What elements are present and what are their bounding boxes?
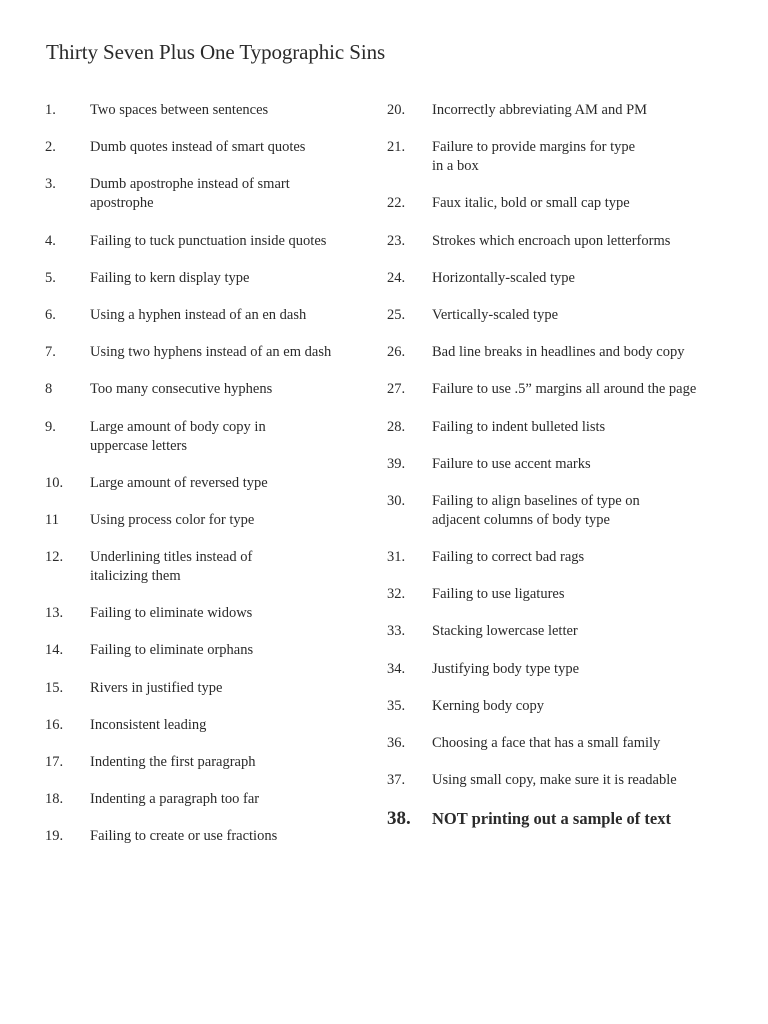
item-number: 39. (387, 455, 406, 472)
item-text-line: Stacking lowercase letter (432, 623, 578, 640)
item-text (90, 511, 365, 530)
list-item (45, 232, 365, 251)
item-text-line: Kerning body copy (432, 697, 544, 714)
list-item (387, 232, 727, 251)
page-title: Thirty Seven Plus One Typographic Sins (46, 40, 386, 64)
item-text (90, 679, 365, 698)
item-text-line: Horizontally-scaled type (432, 269, 575, 286)
item-text (432, 585, 727, 604)
item-text-line: uppercase letters (90, 437, 188, 454)
item-text-line: Failure to provide margins for type (432, 139, 636, 156)
item-text-line: Failure to use accent marks (432, 455, 591, 472)
list-item (387, 380, 727, 399)
item-text (432, 380, 727, 399)
final-list-item (387, 808, 727, 830)
list-item (387, 548, 727, 567)
item-number: 3. (45, 176, 56, 193)
list-item (45, 474, 365, 493)
list-item (387, 585, 727, 604)
item-text-line: Failing to use ligatures (432, 586, 565, 603)
item-number: 27. (387, 381, 406, 398)
item-text (432, 101, 727, 120)
item-text-line: apostrophe (90, 195, 154, 212)
list-item (387, 734, 727, 753)
list-item (45, 548, 365, 586)
item-text-line: Failing to align baselines of type on (432, 492, 640, 509)
item-text (90, 790, 365, 809)
item-number: 23. (387, 232, 406, 249)
item-text-line: adjacent columns of body type (432, 511, 610, 528)
list-item (387, 343, 727, 362)
item-text-line: Rivers in justified type (90, 679, 223, 696)
item-number: 34. (387, 660, 406, 677)
item-text-line: Using two hyphens instead of an em dash (90, 344, 332, 361)
list-item (45, 175, 365, 213)
item-text (432, 138, 727, 176)
item-number: 14. (45, 642, 64, 659)
item-text-line: Too many consecutive hyphens (90, 381, 273, 398)
item-text-line: Indenting the first paragraph (90, 754, 256, 770)
item-text (432, 418, 727, 437)
list-item (387, 771, 727, 790)
item-text-line: Using small copy, make sure it is readable (432, 772, 677, 789)
list-item (45, 138, 365, 157)
item-number: 26. (387, 344, 406, 361)
item-text (90, 306, 365, 325)
item-text (90, 101, 365, 120)
item-text (432, 269, 727, 288)
item-number: 38. (387, 808, 411, 830)
item-text (90, 418, 365, 456)
list-item (45, 511, 365, 530)
item-number: 28. (387, 418, 406, 435)
item-text-line: Justifying body type type (432, 660, 580, 677)
item-text-line: Failing to eliminate orphans (90, 642, 254, 659)
item-text: NOT printing out a sample of text (432, 809, 671, 829)
item-text (90, 269, 365, 288)
item-number: 18. (45, 791, 64, 808)
list-item (45, 269, 365, 288)
item-text-line: Vertically-scaled type (432, 306, 559, 323)
item-number: 1. (45, 102, 56, 118)
item-text (432, 455, 727, 474)
item-text (432, 232, 727, 251)
list-item (387, 138, 727, 176)
item-number: 37. (387, 772, 406, 789)
list-item (387, 660, 727, 679)
item-number: 12. (45, 549, 64, 566)
item-text (90, 604, 365, 623)
item-text-line: Large amount of reversed type (90, 474, 268, 491)
item-text-line: Failing to kern display type (90, 269, 250, 286)
list-item (387, 622, 727, 641)
item-text-line: Failing to indent bulleted lists (432, 418, 606, 435)
item-number: 20. (387, 102, 406, 118)
item-text-line: Indenting a paragraph too far (90, 791, 260, 808)
item-number: 8 (45, 381, 53, 398)
item-number: 2. (45, 139, 56, 156)
list-item (387, 101, 727, 120)
item-text-line: Failing to eliminate widows (90, 605, 253, 622)
item-text-line: Incorrectly abbreviating AM and PM (432, 102, 648, 118)
list-item (45, 380, 365, 399)
item-text (90, 138, 365, 157)
sins-list-left (45, 101, 365, 865)
item-text (90, 474, 365, 493)
item-number: 13. (45, 605, 64, 622)
item-number: 7. (45, 344, 56, 361)
item-text (90, 716, 365, 735)
list-item (45, 306, 365, 325)
item-text-line: Using process color for type (90, 511, 255, 528)
item-text-line: Using a hyphen instead of an en dash (90, 306, 307, 323)
item-text (90, 232, 365, 251)
item-number: 21. (387, 139, 406, 156)
item-text-line: Choosing a face that has a small family (432, 735, 661, 751)
item-number: 30. (387, 492, 406, 509)
item-text (90, 827, 365, 846)
item-text-line: Large amount of body copy in (90, 418, 266, 435)
item-text-line: Dumb apostrophe instead of smart (90, 176, 290, 193)
item-number: 24. (387, 269, 406, 286)
item-text-line: Failing to correct bad rags (432, 549, 585, 566)
list-item (45, 604, 365, 623)
item-number: 11 (45, 511, 59, 528)
item-number: 5. (45, 269, 56, 286)
list-item (45, 101, 365, 120)
item-number: 9. (45, 418, 56, 435)
item-number: 35. (387, 697, 406, 714)
item-text-line: Two spaces between sentences (90, 102, 269, 118)
item-text-line: Dumb quotes instead of smart quotes (90, 139, 306, 156)
item-text (90, 343, 365, 362)
list-item (387, 492, 727, 530)
list-item (45, 679, 365, 698)
item-text-line: italicizing them (90, 568, 181, 585)
sins-list-right (387, 101, 727, 849)
item-text (432, 734, 727, 753)
list-item (387, 306, 727, 325)
list-item (45, 790, 365, 809)
item-number: 16. (45, 716, 64, 733)
item-text-line: Faux italic, bold or small cap type (432, 195, 630, 212)
item-number: 15. (45, 679, 64, 696)
item-text (432, 548, 727, 567)
item-text-line: in a box (432, 158, 479, 175)
list-item (45, 753, 365, 772)
item-text (432, 343, 727, 362)
list-item (45, 418, 365, 456)
item-number: 22. (387, 195, 406, 212)
item-text (432, 194, 727, 213)
list-item (45, 716, 365, 735)
list-item (45, 343, 365, 362)
item-text (90, 548, 365, 586)
item-text-line: Bad line breaks in headlines and body copy (432, 344, 685, 361)
list-item (387, 418, 727, 437)
item-text (432, 697, 727, 716)
item-text (90, 175, 365, 213)
item-number: 32. (387, 586, 406, 603)
item-text (90, 641, 365, 660)
list-item (45, 827, 365, 846)
list-item (45, 641, 365, 660)
item-text (432, 622, 727, 641)
item-text (432, 306, 727, 325)
item-text (90, 380, 365, 399)
item-number: 33. (387, 623, 406, 640)
item-text-line: Underlining titles instead of (90, 549, 253, 566)
list-item (387, 697, 727, 716)
item-text-line: Strokes which encroach upon letterforms (432, 232, 671, 249)
item-number: 4. (45, 232, 56, 249)
list-item (387, 269, 727, 288)
list-item (387, 455, 727, 474)
item-text-line: Failure to use .5” margins all around the page (432, 381, 697, 398)
item-number: 36. (387, 735, 406, 751)
item-number: 10. (45, 474, 64, 491)
item-number: 31. (387, 549, 406, 566)
item-text-line: Inconsistent leading (90, 716, 207, 733)
item-text (432, 492, 727, 530)
item-text (90, 753, 365, 772)
item-text (432, 771, 727, 790)
item-text-line: Failing to create or use fractions (90, 828, 278, 845)
item-number: 17. (45, 754, 64, 770)
list-item (387, 194, 727, 213)
item-number: 25. (387, 306, 406, 323)
item-text-line: Failing to tuck punctuation inside quotes (90, 232, 327, 249)
item-number: 19. (45, 828, 64, 845)
item-text (432, 660, 727, 679)
item-number: 6. (45, 306, 56, 323)
